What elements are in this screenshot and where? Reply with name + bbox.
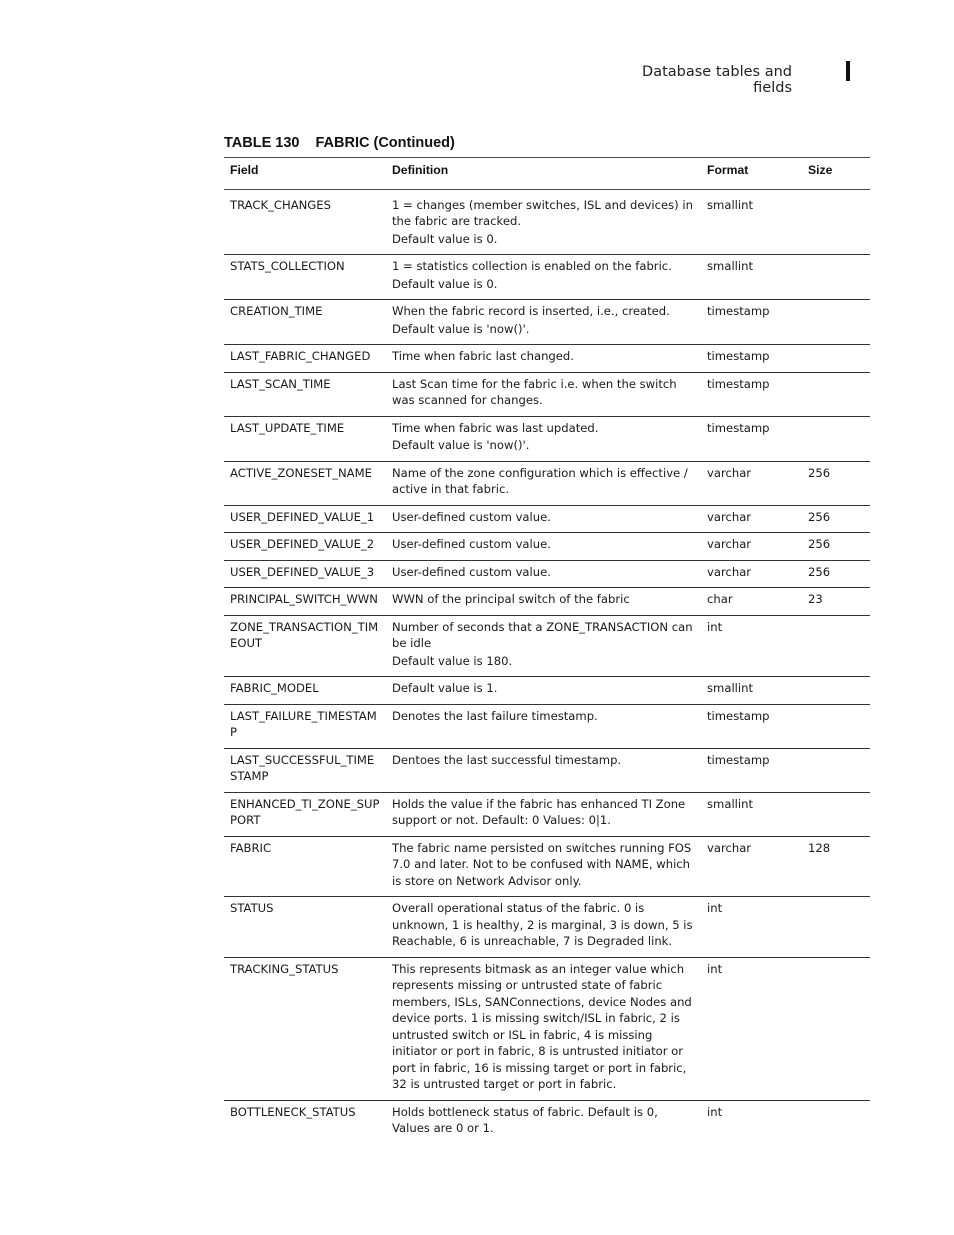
table-row <box>224 345 870 373</box>
definition-line: Holds the value if the fabric has enhanced TI Zone support or not. Default: 0 Values: 0|1. <box>392 796 686 827</box>
table-number: TABLE 130 <box>224 135 300 151</box>
definition-line: Default value is 1. <box>392 681 498 695</box>
cell-size <box>802 189 870 255</box>
table-row <box>224 505 870 533</box>
cell-field: USER_DEFINED_VALUE_1 <box>230 509 375 524</box>
definition-line: Default value is 'now()'. <box>392 321 530 336</box>
cell-size <box>802 957 870 1100</box>
cell-field: STATS_COLLECTION <box>230 259 345 273</box>
cell-field: TRACK_CHANGES <box>230 197 331 212</box>
table-row <box>224 748 870 792</box>
cell-size <box>802 255 870 300</box>
table-row <box>224 416 870 461</box>
cell-format: smallint <box>707 796 753 811</box>
definition-line: Denotes the last failure timestamp. <box>392 708 598 723</box>
definition-line: Default value is 0. <box>392 231 498 246</box>
table-row <box>224 533 870 561</box>
cell-definition <box>386 505 701 533</box>
cell-size <box>802 1100 870 1144</box>
column-header-definition: Definition <box>392 163 449 177</box>
cell-format: varchar <box>707 537 752 551</box>
definition-line: User-defined custom value. <box>392 564 551 579</box>
cell-size <box>802 792 870 836</box>
cell-field: CREATION_TIME <box>230 304 323 318</box>
cell-format: timestamp <box>707 376 770 391</box>
cell-field: LAST_FABRIC_CHANGED <box>230 349 371 363</box>
cell-definition <box>386 748 701 792</box>
cell-definition <box>386 300 701 345</box>
cell-definition <box>386 560 701 588</box>
cell-size: 128 <box>808 840 831 855</box>
definition-line: Default value is 0. <box>392 276 498 291</box>
cell-definition <box>386 704 701 748</box>
cell-size: 23 <box>808 592 823 606</box>
table-row <box>224 255 870 300</box>
definition-line: WWN of the principal switch of the fabric <box>392 592 630 606</box>
table-title: FABRIC (Continued) <box>315 135 455 151</box>
fabric-table <box>224 157 870 1144</box>
cell-definition <box>386 189 701 255</box>
definition-line: 1 = changes (member switches, ISL and devices) in the fabric are tracked. <box>392 197 693 228</box>
definition-line: Number of seconds that a ZONE_TRANSACTION can be idle <box>392 619 693 650</box>
cell-format: varchar <box>707 564 752 579</box>
definition-line: Time when fabric was last updated. <box>392 420 599 435</box>
definition-line: Overall operational status of the fabric. 0 is unknown, 1 is healthy, 2 is marginal, 3 is down, 5 is Reachable, 6 is unreachable, 7 is Degraded link. <box>392 901 693 948</box>
table-header-row <box>224 158 870 190</box>
cell-size: 256 <box>808 465 831 480</box>
cell-field: STATUS <box>230 901 274 915</box>
cell-format: int <box>707 619 723 634</box>
cell-field: PRINCIPAL_SWITCH_WWN <box>230 592 378 606</box>
cell-definition <box>386 372 701 416</box>
cell-field: FABRIC <box>230 840 272 855</box>
cell-size <box>802 416 870 461</box>
cell-size <box>802 372 870 416</box>
definition-line: Name of the zone configuration which is effective / active in that fabric. <box>392 465 688 496</box>
cell-format: varchar <box>707 840 752 855</box>
cell-format: smallint <box>707 197 753 212</box>
cell-format: timestamp <box>707 349 770 363</box>
cell-format: int <box>707 961 723 976</box>
column-header-size: Size <box>808 163 833 177</box>
cell-definition <box>386 1100 701 1144</box>
definition-line: Default value is 'now()'. <box>392 438 530 452</box>
cell-size <box>802 704 870 748</box>
table-body <box>224 189 870 1144</box>
cell-size <box>802 345 870 373</box>
cell-definition <box>386 615 701 677</box>
cell-field: ACTIVE_ZONESET_NAME <box>230 465 372 480</box>
cell-field: LAST_SCAN_TIME <box>230 376 331 391</box>
cell-size <box>802 677 870 705</box>
header-marker-bar <box>846 61 850 81</box>
definition-line: The fabric name persisted on switches running FOS 7.0 and later. Not to be confused with NAME, which is store on Network Advisor only. <box>392 840 692 888</box>
cell-field: USER_DEFINED_VALUE_3 <box>230 564 375 579</box>
cell-size: 256 <box>808 564 831 579</box>
cell-field: FABRIC_MODEL <box>230 681 319 695</box>
cell-format: timestamp <box>707 708 770 723</box>
definition-line: Default value is 180. <box>392 653 513 668</box>
cell-format: smallint <box>707 259 753 273</box>
cell-format: int <box>707 901 723 915</box>
cell-definition <box>386 897 701 958</box>
table-row <box>224 461 870 505</box>
table-row <box>224 615 870 677</box>
cell-field: ENHANCED_TI_ZONE_SUPPORT <box>230 796 380 827</box>
cell-format: timestamp <box>707 420 770 435</box>
cell-definition <box>386 255 701 300</box>
table-row <box>224 897 870 958</box>
table-row <box>224 792 870 836</box>
table-row <box>224 300 870 345</box>
running-header-title: Database tables and fields <box>642 64 792 96</box>
cell-size: 256 <box>808 537 831 551</box>
definition-line: Time when fabric last changed. <box>392 349 574 363</box>
table-row <box>224 677 870 705</box>
table-row <box>224 1100 870 1144</box>
cell-format: varchar <box>707 465 752 480</box>
cell-field: LAST_FAILURE_TIMESTAMP <box>230 708 377 739</box>
cell-size <box>802 300 870 345</box>
cell-definition <box>386 836 701 897</box>
cell-definition <box>386 345 701 373</box>
cell-size: 256 <box>808 509 831 524</box>
cell-field: LAST_UPDATE_TIME <box>230 420 345 435</box>
definition-line: When the fabric record is inserted, i.e., created. <box>392 304 670 318</box>
cell-field: TRACKING_STATUS <box>230 961 339 976</box>
cell-size <box>802 748 870 792</box>
definition-line: Holds bottleneck status of fabric. Default is 0, Values are 0 or 1. <box>392 1104 658 1135</box>
definition-line: Last Scan time for the fabric i.e. when the switch was scanned for changes. <box>392 376 677 407</box>
table-row <box>224 588 870 616</box>
column-header-format: Format <box>707 163 749 177</box>
cell-definition <box>386 533 701 561</box>
cell-field: LAST_SUCCESSFUL_TIMESTAMP <box>230 752 375 783</box>
column-header-field: Field <box>230 163 259 177</box>
definition-line: This represents bitmask as an integer value which represents missing or untrusted state of fabric members, ISLs, SANConnections, device Nodes and device ports. 1 is missing switch/ISL in fabric, 2 is untrusted switch or ISL in fabric, 4 is missing initiator or port in fabric, 8 is untrusted initiator or port in fabric, 16 is missing target or port in fabric, 32 is untrusted target or port in fabric. <box>392 961 692 1091</box>
cell-format: timestamp <box>707 304 770 318</box>
table-row <box>224 560 870 588</box>
cell-size <box>802 615 870 677</box>
table-row <box>224 836 870 897</box>
cell-definition <box>386 588 701 616</box>
table-row <box>224 957 870 1100</box>
cell-format: char <box>707 592 733 606</box>
cell-definition <box>386 416 701 461</box>
cell-format: int <box>707 1104 723 1119</box>
cell-definition <box>386 957 701 1100</box>
cell-definition <box>386 461 701 505</box>
cell-definition <box>386 792 701 836</box>
cell-field: ZONE_TRANSACTION_TIMEOUT <box>230 619 379 650</box>
table-caption <box>224 135 455 151</box>
definition-line: 1 = statistics collection is enabled on the fabric. <box>392 259 672 273</box>
cell-size <box>802 897 870 958</box>
cell-format: smallint <box>707 681 753 695</box>
cell-format: varchar <box>707 509 752 524</box>
table-row <box>224 372 870 416</box>
definition-line: Dentoes the last successful timestamp. <box>392 752 622 767</box>
cell-definition <box>386 677 701 705</box>
table-row <box>224 704 870 748</box>
cell-format: timestamp <box>707 752 770 767</box>
definition-line: User-defined custom value. <box>392 509 551 524</box>
table-row <box>224 189 870 255</box>
cell-field: USER_DEFINED_VALUE_2 <box>230 537 375 551</box>
definition-line: User-defined custom value. <box>392 537 551 551</box>
cell-field: BOTTLENECK_STATUS <box>230 1104 356 1119</box>
